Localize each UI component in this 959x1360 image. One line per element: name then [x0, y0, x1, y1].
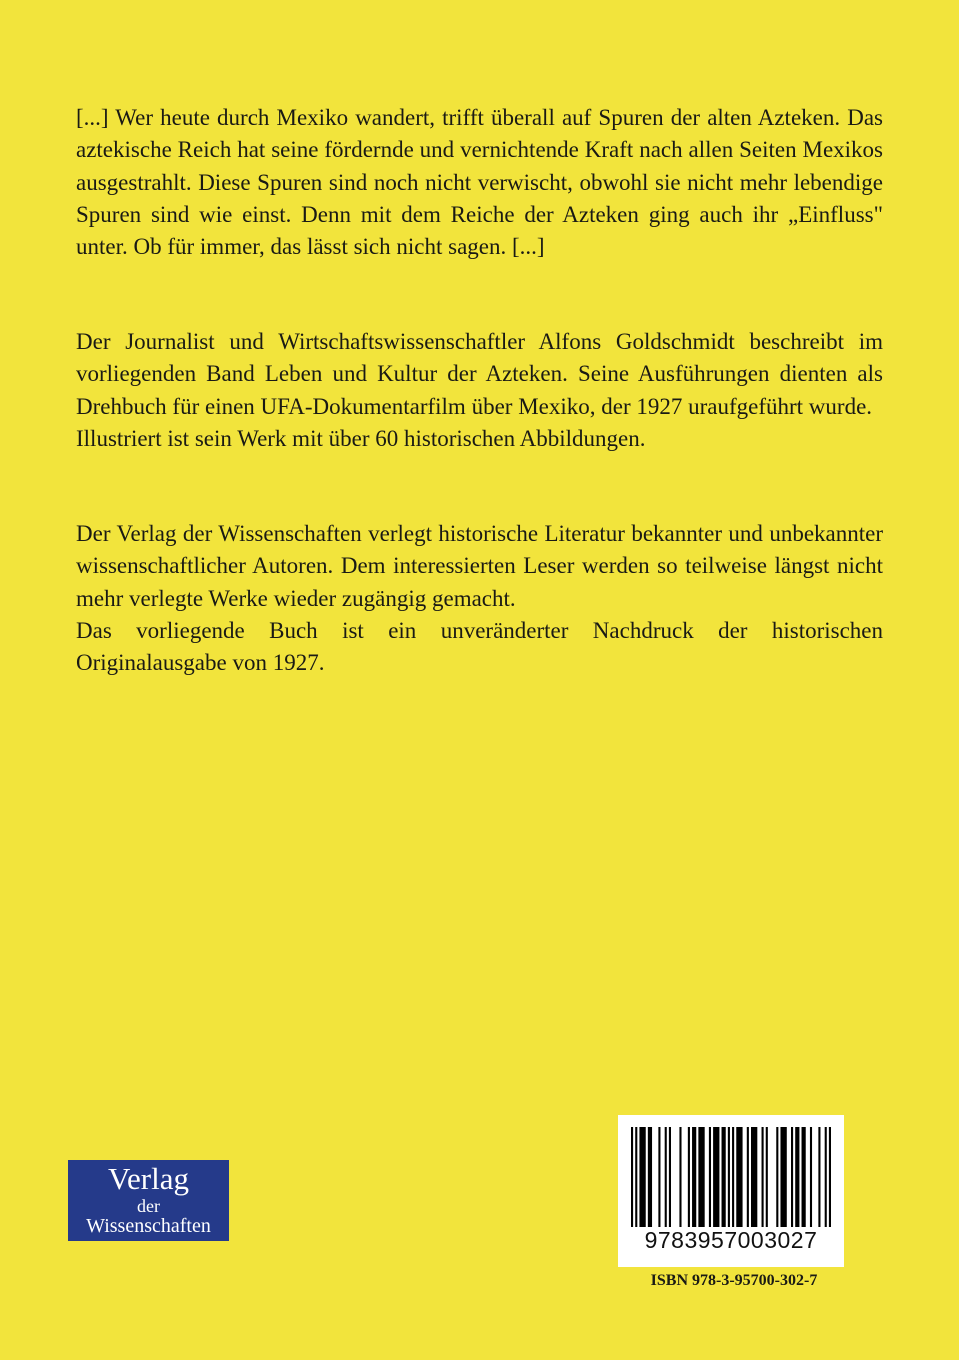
barcode-bar: [829, 1127, 831, 1227]
barcode-bar: [639, 1127, 645, 1227]
barcode-bar: [818, 1127, 820, 1227]
barcode-bar: [692, 1127, 696, 1227]
illustration-note: Illustriert ist sein Werk mit über 60 historischen Abbildungen.: [76, 425, 646, 451]
barcode-bar: [791, 1127, 793, 1227]
barcode-bar: [728, 1127, 730, 1227]
barcode-bar: [780, 1127, 786, 1227]
barcode-bar: [669, 1127, 671, 1227]
barcode-bar: [762, 1127, 764, 1227]
barcode: [618, 1115, 844, 1267]
barcode-bar: [751, 1127, 757, 1227]
barcode-bar: [709, 1127, 711, 1227]
barcode-bar: [732, 1127, 734, 1227]
quote-paragraph: [...] Wer heute durch Mexiko wandert, trifft überall auf Spuren der alten Azteken. Das aztekische Reich hat seine fördernde und vernichtende Kraft nach allen Seiten Mexikos ausgestrahlt. Diese Spuren sind noch nicht verwischt, obwohl sie nicht mehr lebendige Spuren sind wie einst. Denn mit dem Reiche der Azteken ging auch ihr „Einfluss" unter. Ob für immer, das lässt sich nicht sagen. [...]: [76, 105, 883, 260]
barcode-bar: [825, 1127, 827, 1227]
barcode-bar: [747, 1127, 749, 1227]
reprint-note: Das vorliegende Buch ist ein unveränderter Nachdruck der historischen Originalausgabe von 1927.: [76, 617, 883, 676]
barcode-bar: [698, 1127, 704, 1227]
barcode-bar: [802, 1127, 806, 1227]
barcode-bar: [722, 1127, 726, 1227]
logo-line-verlag: Verlag: [108, 1161, 189, 1196]
blurb-publisher-info: [76, 518, 883, 679]
isbn-number: ISBN 978-3-95700-302-7: [650, 1272, 818, 1289]
blurb-quote: [76, 102, 883, 263]
barcode-bar: [776, 1127, 778, 1227]
barcode-bar: [658, 1127, 660, 1227]
barcode-bar: [679, 1127, 681, 1227]
barcode-bars: [631, 1127, 831, 1227]
publisher-logo: [68, 1160, 229, 1241]
barcode-bar: [635, 1127, 637, 1227]
logo-line-wissenschaften: Wissenschaften: [86, 1215, 211, 1237]
barcode-bar: [736, 1127, 742, 1227]
publisher-paragraph: Der Verlag der Wissenschaften verlegt historische Literatur bekannter und unbekannter wissenschaftlicher Autoren. Dem interessierten Leser werden so teilweise längst nicht mehr verlegte Werke wieder zugängig gemacht.: [76, 521, 883, 611]
barcode-digits: 9783957003027: [644, 1227, 818, 1253]
barcode-bar: [688, 1127, 690, 1227]
blurb-description: [76, 326, 883, 455]
logo-line-der: der: [137, 1196, 160, 1216]
barcode-bar: [665, 1127, 667, 1227]
barcode-bar: [795, 1127, 799, 1227]
barcode-bar: [631, 1127, 633, 1227]
barcode-bar: [713, 1127, 719, 1227]
barcode-bar: [810, 1127, 812, 1227]
barcode-bar: [648, 1127, 652, 1227]
description-paragraph: Der Journalist und Wirtschaftswissenschaftler Alfons Goldschmidt beschreibt im vorliegenden Band Leben und Kultur der Azteken. Seine Ausführungen dienten als Drehbuch für einen UFA-Dokumentarfilm über Mexiko, der 1927 uraufgeführt wurde.: [76, 329, 883, 419]
barcode-bar: [766, 1127, 768, 1227]
